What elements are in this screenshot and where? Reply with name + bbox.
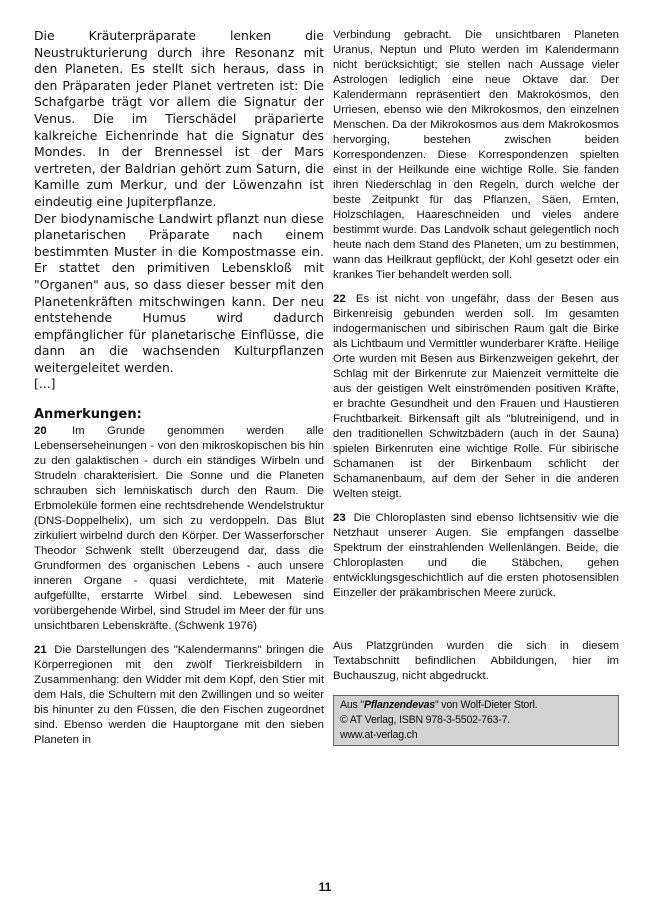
note-20 [34,424,324,634]
note-text: Die Chloroplasten sind ebenso lichtsensitiv wie die Netzhaut unserer Augen. Sie empfangen dasselbe Spektrum der einstrahlenden Wellenlängen. Beide, die Chloroplasten und die Stäbchen, gehen entwicklungsgeschichtlich auf die ersten photosensiblen Einzeller der präkambrischen Meere zurück. [333,512,619,599]
left-column [34,28,324,748]
credit-line-1: Aus "Pflanzendevas" von Wolf-Dieter Storl. [340,699,538,711]
book-title: Pflanzendevas [363,699,435,711]
notes-heading: Anmerkungen: [34,407,142,423]
note-number: 22 [333,293,346,305]
omission-note: Aus Platzgründen wurden die sich in diesem Textabschnitt befindlichen Abbildungen, hier im Buchauszug, nicht abgedruckt. [333,640,619,682]
note-21-continued: Verbindung gebracht. Die unsichtbaren Planeten Uranus, Neptun und Pluto werden im Kalendermann nicht berücksichtigt; sie stellen nach Aussage vieler Astrologen lediglich eine neue Oktave dar. Der Kalendermann repräsentiert den Makrokosmos, den Urriesen, ebenso wie den Mikrokosmos, den einzelnen Menschen. Da der Mikrokosmos aus dem Makrokosmos hervorging, bestehen zwischen beiden Korrespondenzen. Diese Korrespondenzen spielten einst in der Heilkunde eine wichtige Rolle. Sie fanden ihren Niederschlag in den Regeln, durch welche der beste Zeitpunkt für das Pflanzen, Säen, Ernten, Holzschlagen, Haareschneiden und vieles andere bestimmt wurde. Das Landvolk schaut gelegentlich noch heute nach dem Stand des Planeten, um zu bestimmen, wann das Heilkraut gepflückt, der Kohl gesetzt oder ein krankes Tier behandelt werden soll. [333,29,619,281]
note-text: Es ist nicht von ungefähr, dass der Besen aus Birkenreisig gebunden werden soll. Im gesamten indogermanischen und sibirischen Raum galt die Birke als Lichtbaum und Vermittler wunderbarer Kräfte. Heilige Orte wurden mit Besen aus Birkenzweigen gekehrt, der Schlag mit der Birkenrute zur Maienzeit vermittelte die aus der geistigen Welt einströmenden positiven Kräfte, er brachte Gesundheit und den Frauen und Haustieren Fruchtbarkeit. Birkensaft gilt als "blutreinigend, und in den traditionellen Schwitzbädern (auch in der Sauna) spielen Birkenruten eine wichtige Rolle. Für sibirische Schamanen ist der Birkenbaum schlicht der Schamanenbaum, auf dem der Seher in die anderen Welten steigt. [333,293,619,500]
credit-line-2: © AT Verlag, ISBN 978-3-5502-763-7. [340,714,511,726]
credit-box [333,695,619,746]
body-paragraph-1: Die Kräuterpräparate lenken die Neustrukturierung durch ihre Resonanz mit den Planeten. Es stellt sich heraus, dass in den Präparaten jeder Planet vertreten ist: Die Schafgarbe trägt vor allem die Signatur der Venus. Die im Tierschädel präparierte kalkreiche Eichenrinde hat die Signatur des Mondes. In der Brennessel ist der Mars vertreten, der Baldrian gehört zum Saturn, die Kamille zum Merkur, und der Löwenzahn ist eindeutig eine Jupiterpflanze. [34,28,324,209]
note-text: Im Grunde genommen werden alle Lebenserseheinungen - von den mikroskopischen bis hin zu den galaktischen - durch ein ständiges Wirbeln und Strudeln charakterisiert. Die Sonne und die Planeten schrauben sich lemniskatisch durch den Raum. Die Erbmoleküle formen eine rechtsdrehende Wendelstruktur (DNS-Doppelhelix), um sich zu verdoppeln. Das Blut zirkuliert wirbelnd durch den Körper. Der Wasserforscher Theodor Schwenk stellt überzeugend dar, dass die Grundformen des organischen Lebens - auch unsere inneren Organe - quasi verdichtete, mit Materie aufgefüllte, erstarrte Wirbel sind. Lebewesen sind vorübergehende Wirbel, sind Strudel im Meer der für uns unsichtbaren Lebenskräfte. (Schwenk 1976) [34,425,324,633]
note-number: 20 [34,425,47,438]
body-paragraph-2: Der biodynamische Landwirt pflanzt nun diese planetarischen Präparate nach einem bestimmten Muster in die Kompostmasse ein. Er stattet den primitiven Lebenskloß mit "Organen" aus, so dass dieser besser mit den Planetenkräften mitschwingen kann. Der neu entstehende Humus wird dadurch empfänglicher für planetarische Einflüsse, die dann an die wachsenden Kulturpflanzen weitergeleitet werden. [34,210,324,375]
note-number: 21 [34,644,47,657]
note-22 [333,292,619,502]
ellipsis: [...] [34,376,56,392]
note-number: 23 [333,512,346,524]
page-number: 11 [318,880,332,894]
right-column [333,28,619,746]
note-text: Die Darstellungen des "Kalendermanns" bringen die Körperregionen mit den zwölf Tierkreisbildern in Zusammenhang: den Widder mit dem Kopf, den Stier mit dem Hals, die Schultern mit den Zwillingen und so weiter bis hinunter zu den Füssen, die den Fischen zugeordnet sind. Ebenso werden die Hauptorgane mit den sieben Planeten in [34,644,324,747]
credit-line-3: www.at-verlag.ch [340,729,418,741]
note-23 [333,511,619,601]
note-21 [34,643,324,748]
